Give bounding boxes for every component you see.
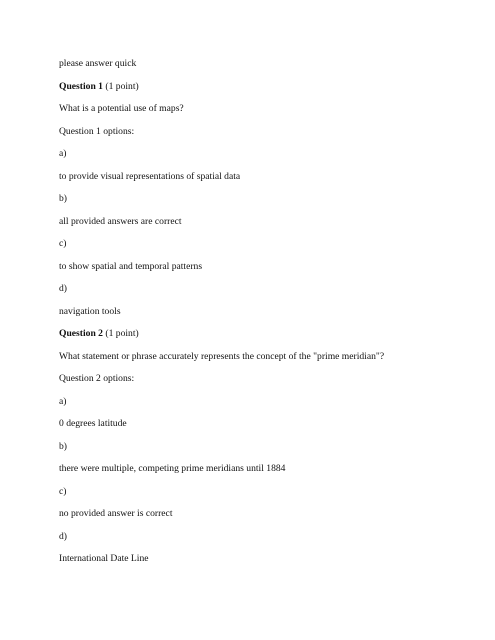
question-2-option-a-text: 0 degrees latitude xyxy=(59,418,127,429)
question-1-option-c-letter: c) xyxy=(59,238,67,249)
question-2-options-label: Question 2 options: xyxy=(59,373,135,384)
question-2-option-b-text: there were multiple, competing prime meridians until 1884 xyxy=(59,463,286,474)
intro-text: please answer quick xyxy=(59,58,137,69)
question-1-prompt: What is a potential use of maps? xyxy=(59,103,184,114)
question-2-points: (1 point) xyxy=(105,328,139,339)
question-1-title: Question 1 xyxy=(59,81,103,92)
question-1-option-b-text: all provided answers are correct xyxy=(59,216,182,227)
question-2-option-c-text: no provided answer is correct xyxy=(59,508,173,519)
question-2-option-d-text: International Date Line xyxy=(59,553,149,564)
question-1-option-c-text: to show spatial and temporal patterns xyxy=(59,261,203,272)
question-2-option-c-letter: c) xyxy=(59,486,67,497)
question-1-option-a-text: to provide visual representations of spatial data xyxy=(59,171,241,182)
question-1-option-a-letter: a) xyxy=(59,148,67,159)
question-2-option-d-letter: d) xyxy=(59,531,67,542)
question-2-title: Question 2 xyxy=(59,328,103,339)
question-2-option-b-letter: b) xyxy=(59,441,67,452)
question-1-header xyxy=(59,81,139,93)
question-1-points: (1 point) xyxy=(105,81,139,92)
question-1-option-b-letter: b) xyxy=(59,193,67,204)
question-1-options-label: Question 1 options: xyxy=(59,126,135,137)
question-2-prompt: What statement or phrase accurately represents the concept of the "prime meridian"? xyxy=(59,351,385,362)
question-2-option-a-letter: a) xyxy=(59,396,67,407)
question-2-header xyxy=(59,328,139,340)
question-1-option-d-text: navigation tools xyxy=(59,306,121,317)
question-1-option-d-letter: d) xyxy=(59,283,67,294)
